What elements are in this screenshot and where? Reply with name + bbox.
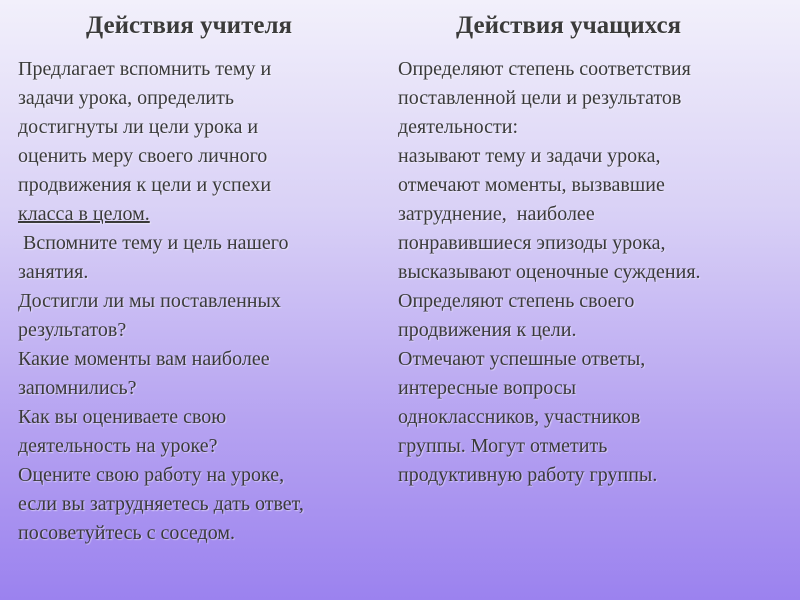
text-line: Достигли ли мы поставленных [18, 290, 281, 312]
text-line: результатов? [18, 319, 127, 341]
text-line: Вспомните тему и цель нашего [18, 232, 289, 254]
text-line: деятельность на уроке? [18, 435, 218, 457]
student-actions-text [398, 55, 701, 490]
text-line: отмечают моменты, вызвавшие [398, 174, 665, 196]
teacher-actions-heading: Действия учителя [86, 12, 292, 39]
text-line: задачи урока, определить [18, 87, 234, 109]
text-line: оценить меру своего личного [18, 145, 268, 167]
text-line: Определяют степень соответствия [398, 58, 691, 80]
text-line: Оцените свою работу на уроке, [18, 464, 285, 486]
text-line: продвижения к цели и успехи [18, 174, 272, 196]
text-line: затруднение, наиболее [398, 203, 595, 225]
text-line: группы. Могут отметить [398, 435, 608, 457]
text-line: поставленной цели и результатов [398, 87, 682, 109]
text-line: Определяют степень своего [398, 290, 635, 312]
text-line: посоветуйтесь с соседом. [18, 522, 236, 544]
text-line: продуктивную работу группы. [398, 464, 658, 486]
text-line: продвижения к цели. [398, 319, 577, 341]
text-line: если вы затрудняетесь дать ответ, [18, 493, 304, 515]
text-line: Какие моменты вам наиболее [18, 348, 270, 370]
text-line: достигнуты ли цели урока и [18, 116, 259, 138]
text-line: занятия. [18, 261, 89, 283]
text-line: Как вы оцениваете свою [18, 406, 227, 428]
text-line: класса в целом. [18, 203, 150, 225]
text-line: Отмечают успешные ответы, [398, 348, 646, 370]
text-line: называют тему и задачи урока, [398, 145, 661, 167]
text-line: Предлагает вспомнить тему и [18, 58, 272, 80]
text-line: интересные вопросы [398, 377, 577, 399]
student-actions-heading: Действия учащихся [456, 12, 682, 39]
text-line: высказывают оценочные суждения. [398, 261, 701, 283]
text-line: понравившиеся эпизоды урока, [398, 232, 666, 254]
text-line: запомнились? [18, 377, 137, 399]
text-line: деятельности: [398, 116, 519, 138]
text-line: одноклассников, участников [398, 406, 641, 428]
teacher-actions-text [18, 55, 304, 548]
